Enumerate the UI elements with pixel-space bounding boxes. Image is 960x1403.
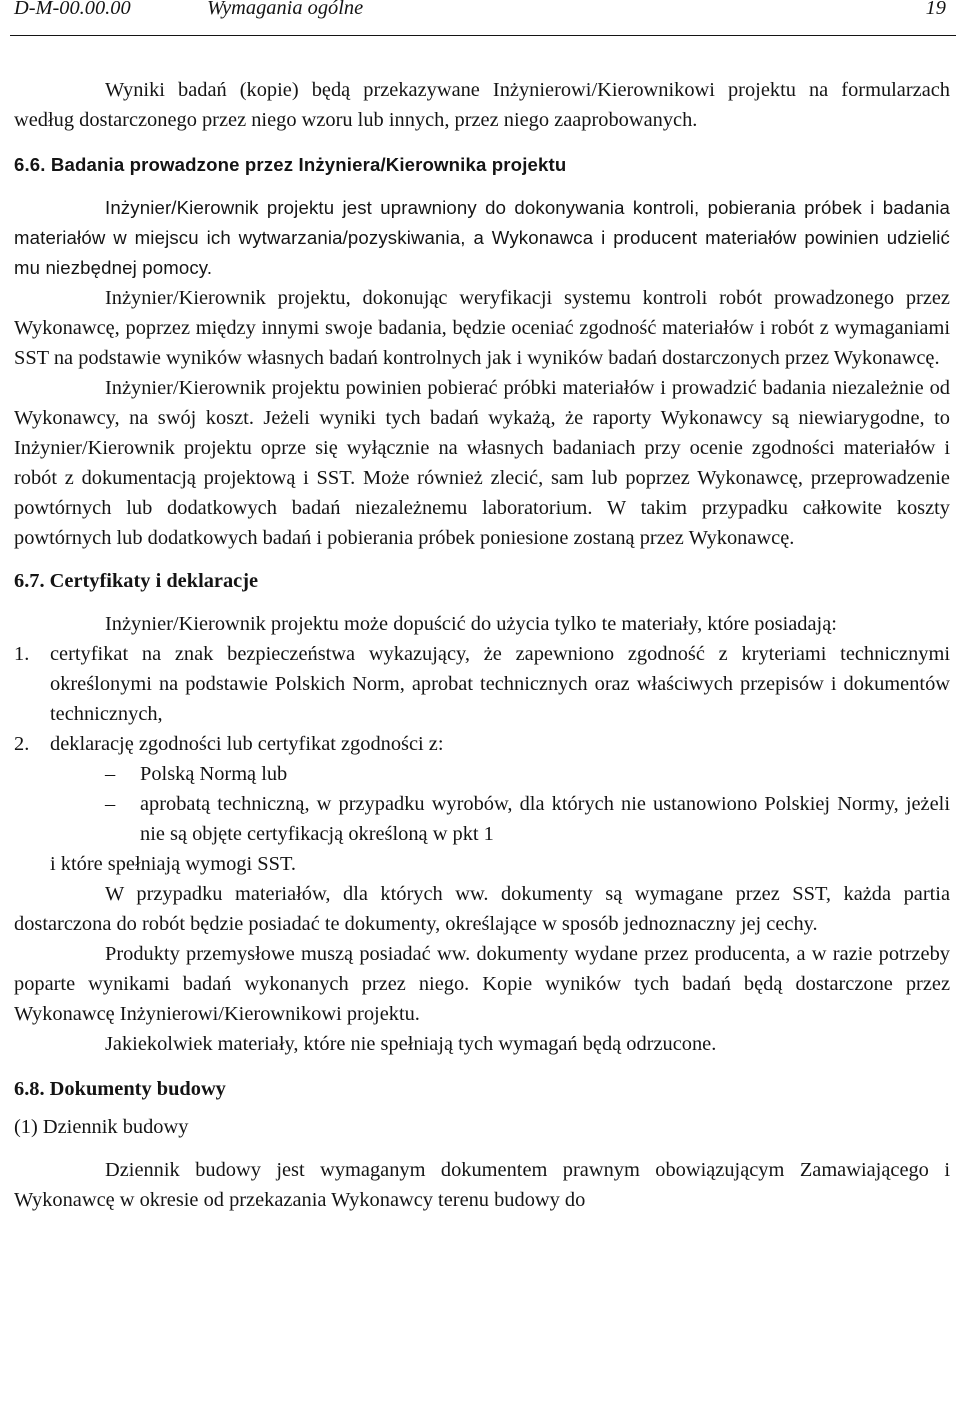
dash-bullet: – bbox=[105, 763, 116, 785]
section-heading-6-6: 6.6. Badania prowadzone przez Inżyniera/Kierownika projektu bbox=[14, 154, 567, 175]
page-number: 19 bbox=[925, 0, 946, 19]
list-item-number: 2. bbox=[14, 733, 30, 755]
paragraph-sst-requirements: i które spełniają wymogi SST. bbox=[50, 853, 296, 875]
list-item-number: 1. bbox=[14, 643, 30, 665]
subsection-heading-site-diary: (1) Dziennik budowy bbox=[14, 1116, 189, 1138]
section-heading-6-8: 6.8. Dokumenty budowy bbox=[14, 1078, 226, 1100]
list-item-text: certyfikat na znak bezpieczeństwa wykazujący, że zapewniono zgodność z kryteriami technicznymi określonymi na podstawie Polskich Norm, aprobat technicznych oraz właściwych przepisów i dokumentów technicznych, bbox=[50, 643, 950, 725]
page-header bbox=[14, 0, 950, 29]
paragraph-documents: W przypadku materiałów, dla których ww. dokumenty są wymagane przez SST, każda partia dostarczona do robót będzie posiadać te dokumenty, określające w sposób jednoznaczny jej cechy. bbox=[14, 883, 950, 935]
paragraph-site-diary: Dziennik budowy jest wymaganym dokumentem prawnym obowiązującym Zamawiającego i Wykonawcę w okresie od przekazania Wykonawcy terenu budowy do bbox=[14, 1159, 950, 1211]
paragraph-results: Wyniki badań (kopie) będą przekazywane Inżynierowi/Kierownikowi projektu na formularzach według dostarczonego przez niego wzoru lub innych, przez niego zaaprobowanych. bbox=[14, 79, 950, 131]
list-item bbox=[14, 639, 950, 729]
paragraph-industrial-products: Produkty przemysłowe muszą posiadać ww. dokumenty wydane przez producenta, a w razie potrzeby poparte wynikami badań wykonanych przez niego. Kopie wyników tych badań będą dostarczone przez Wykonawcę Inżynierowi/Kierownikowi projektu. bbox=[14, 943, 950, 1025]
list-item-text: deklarację zgodności lub certyfikat zgodności z: bbox=[50, 733, 444, 755]
paragraph-allowed-materials: Inżynier/Kierownik projektu może dopuścić do użycia tylko te materiały, które posiadają: bbox=[105, 613, 837, 635]
section-heading-6-7: 6.7. Certyfikaty i deklaracje bbox=[14, 570, 259, 592]
dash-item-text: Polską Normą lub bbox=[140, 763, 288, 785]
document-title: Wymagania ogólne bbox=[207, 0, 364, 19]
dash-list-item bbox=[14, 789, 950, 849]
dash-item-text: aprobatą techniczną, w przypadku wyrobów, dla których nie ustanowiono Polskiej Normy, jeżeli nie są objęte certyfikacją określoną w pkt 1 bbox=[140, 793, 950, 845]
paragraph-inspector-rights: Inżynier/Kierownik projektu jest uprawniony do dokonywania kontroli, pobierania próbek i badania materiałów w miejscu ich wytwarzania/pozyskiwania, a Wykonawca i producent materiałów powinien udzielić mu niezbędnej pomocy. bbox=[14, 197, 950, 278]
list-item bbox=[14, 729, 950, 759]
header-divider bbox=[10, 35, 956, 36]
paragraph-rejected-materials: Jakiekolwiek materiały, które nie spełniają tych wymagań będą odrzucone. bbox=[105, 1033, 717, 1055]
dash-list-item bbox=[14, 759, 950, 789]
paragraph-independent-tests: Inżynier/Kierownik projektu powinien pobierać próbki materiałów i prowadzić badania niezależnie od Wykonawcy, na swój koszt. Jeżeli wyniki tych badań wykażą, że raporty Wykonawcy są niewiarygodne, to Inżynier/Kierownik projektu oprze się wyłącznie na własnych badaniach przy ocenie zgodności materiałów i robót z dokumentacją projektową i SST. Może również zlecić, sam lub poprzez Wykonawcę, przeprowadzenie powtórnych lub dodatkowych badań niezależnemu laboratorium. W takim przypadku całkowite koszty powtórnych lub dodatkowych badań i pobierania próbek poniesione zostaną przez Wykonawcę. bbox=[14, 377, 950, 549]
dash-bullet: – bbox=[105, 793, 116, 815]
paragraph-verification: Inżynier/Kierownik projektu, dokonując weryfikacji systemu kontroli robót prowadzonego przez Wykonawcę, poprzez między innymi swoje badania, będzie oceniać zgodność materiałów i robót z wymaganiami SST na podstawie wyników własnych badań kontrolnych jak i wyników badań dostarczonych przez Wykonawcę. bbox=[14, 287, 950, 369]
document-code: D-M-00.00.00 bbox=[14, 0, 131, 19]
page-content bbox=[14, 75, 950, 1215]
